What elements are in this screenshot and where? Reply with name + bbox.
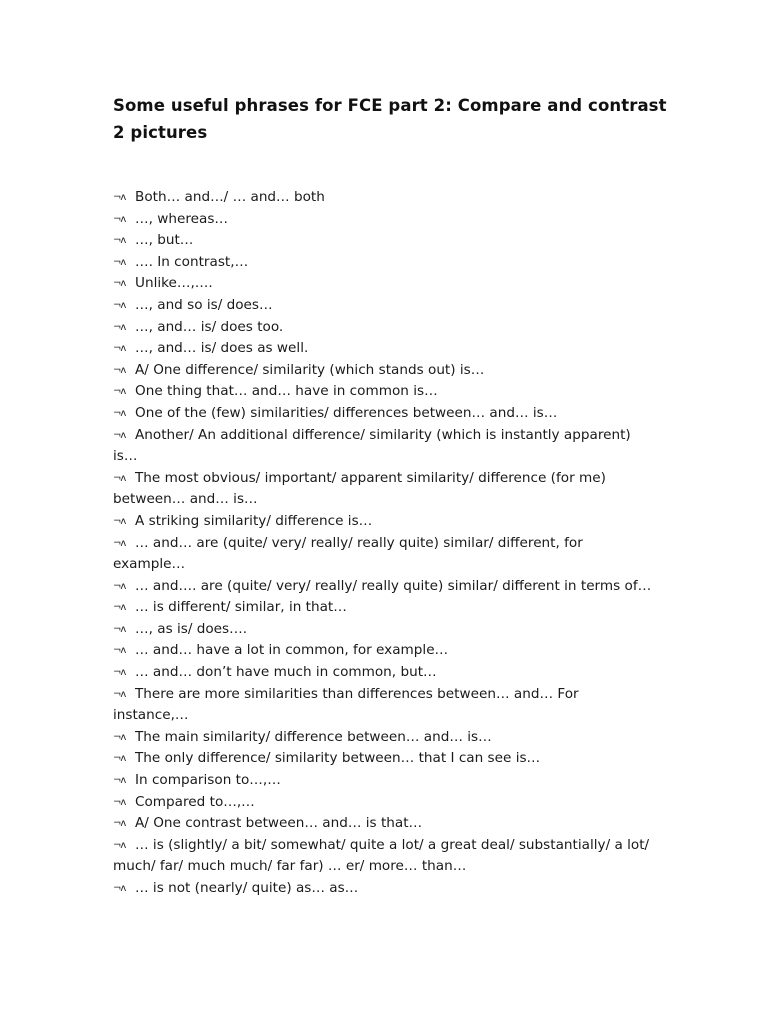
bullet-icon: ¬ʌ [113, 667, 126, 679]
phrase-text: One thing that… and… have in common is… [135, 383, 438, 400]
phrase-text: …, whereas… [135, 210, 228, 227]
bullet-icon: ¬ʌ [113, 623, 126, 635]
bullet-icon: ¬ʌ [113, 580, 126, 592]
list-item [113, 727, 658, 749]
bullet-icon: ¬ʌ [113, 839, 126, 851]
bullet-icon: ¬ʌ [113, 645, 126, 657]
phrase-text: …, but… [135, 232, 194, 249]
list-item [113, 640, 658, 662]
bullet-icon: ¬ʌ [113, 472, 126, 484]
list-item [113, 533, 658, 576]
phrase-text: … and… are (quite/ very/ really/ really quite) similar/ different, for example… [113, 534, 583, 573]
list-item [113, 360, 658, 382]
bullet-icon: ¬ʌ [113, 321, 126, 333]
bullet-icon: ¬ʌ [113, 429, 126, 441]
page-title: Some useful phrases for FCE part 2: Compare and contrast 2 pictures [113, 96, 667, 142]
bullet-icon: ¬ʌ [113, 192, 126, 203]
list-item [113, 273, 658, 295]
list-item [113, 295, 658, 317]
list-item [113, 878, 658, 900]
list-item [113, 338, 658, 360]
bullet-icon: ¬ʌ [113, 213, 126, 225]
phrase-text: The most obvious/ important/ apparent similarity/ difference (for me) between… and… is… [113, 469, 606, 508]
list-item [113, 835, 658, 878]
phrase-text: …, and… is/ does too. [135, 318, 284, 335]
list-item [113, 770, 658, 792]
bullet-icon: ¬ʌ [113, 515, 126, 527]
list-item [113, 230, 658, 252]
bullet-icon: ¬ʌ [113, 537, 126, 549]
phrase-text: Another/ An additional difference/ similarity (which is instantly apparent) is… [113, 426, 631, 465]
bullet-icon: ¬ʌ [113, 364, 126, 376]
list-item [113, 511, 658, 533]
list-item [113, 576, 658, 598]
phrase-text: …, and… is/ does as well. [135, 340, 309, 357]
bullet-icon: ¬ʌ [113, 256, 126, 268]
list-item [113, 597, 658, 619]
list-item [113, 187, 658, 209]
list-item [113, 403, 658, 425]
phrase-list [113, 187, 658, 900]
phrase-text: One of the (few) similarities/ differences between… and… is… [135, 404, 558, 421]
list-item [113, 468, 658, 511]
bullet-icon: ¬ʌ [113, 602, 126, 614]
phrase-text: The only difference/ similarity between… that I can see is… [135, 750, 541, 767]
list-item [113, 748, 658, 770]
bullet-icon: ¬ʌ [113, 343, 126, 355]
list-item [113, 792, 658, 814]
phrase-text: …, as is/ does…. [135, 620, 248, 637]
list-item [113, 425, 658, 468]
list-item [113, 252, 658, 274]
bullet-icon: ¬ʌ [113, 883, 126, 894]
phrase-text: Compared to…,… [135, 793, 255, 810]
phrase-text: Unlike…,…. [135, 275, 213, 292]
phrase-text: … is not (nearly/ quite) as… as… [135, 880, 359, 896]
bullet-icon: ¬ʌ [113, 796, 126, 808]
phrase-text: … is different/ similar, in that… [135, 599, 347, 616]
list-item [113, 662, 658, 684]
bullet-icon: ¬ʌ [113, 818, 126, 830]
phrase-text: Both… and…/ … and… both [135, 189, 325, 205]
bullet-icon: ¬ʌ [113, 278, 126, 290]
phrase-text: A striking similarity/ difference is… [135, 512, 373, 529]
list-item [113, 813, 658, 835]
bullet-icon: ¬ʌ [113, 386, 126, 398]
phrase-text: … and… have a lot in common, for example… [135, 642, 449, 659]
list-item [113, 317, 658, 339]
list-item [113, 381, 658, 403]
phrase-text: … and…. are (quite/ very/ really/ really quite) similar/ different in terms of… [135, 577, 652, 594]
list-item [113, 684, 658, 727]
bullet-icon: ¬ʌ [113, 407, 126, 419]
phrase-text: … is (slightly/ a bit/ somewhat/ quite a lot/ a great deal/ substantially/ a lot/ much/ far/ much much/ far far) … er/ more… than… [113, 836, 650, 875]
list-item [113, 619, 658, 641]
phrase-text: A/ One contrast between… and… is that… [135, 815, 423, 832]
phrase-text: …. In contrast,… [135, 253, 249, 270]
phrase-text: A/ One difference/ similarity (which stands out) is… [135, 361, 485, 378]
bullet-icon: ¬ʌ [113, 299, 126, 311]
bullet-icon: ¬ʌ [113, 688, 126, 700]
phrase-text: There are more similarities than differences between… and… For instance,… [113, 685, 579, 724]
phrase-text: …, and so is/ does… [135, 296, 273, 313]
bullet-icon: ¬ʌ [113, 775, 126, 787]
phrase-text: The main similarity/ difference between… and… is… [135, 728, 492, 745]
bullet-icon: ¬ʌ [113, 731, 126, 743]
bullet-icon: ¬ʌ [113, 753, 126, 765]
list-item [113, 209, 658, 231]
phrase-text: In comparison to…,… [135, 772, 281, 789]
bullet-icon: ¬ʌ [113, 235, 126, 247]
phrase-text: … and… don’t have much in common, but… [135, 664, 437, 681]
